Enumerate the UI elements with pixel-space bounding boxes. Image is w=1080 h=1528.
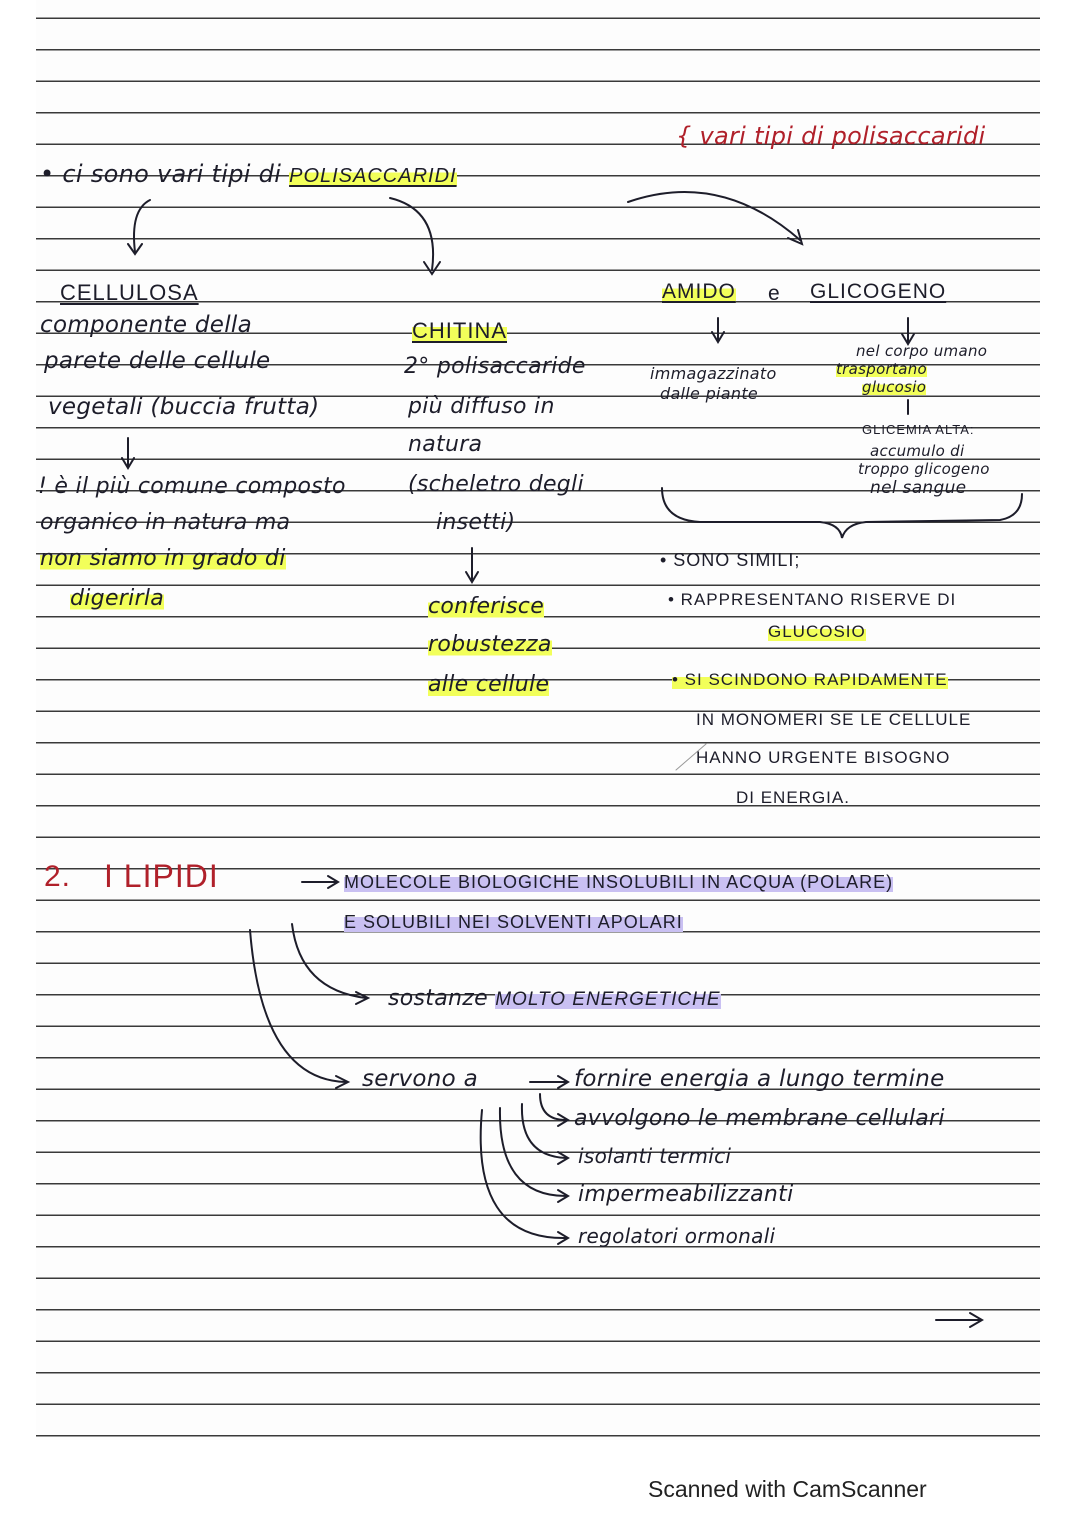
glicemia-3: troppo glicogeno — [858, 460, 990, 478]
intro-highlight: POLISACCARIDI — [289, 165, 457, 187]
chitina-title: CHITINA — [412, 318, 507, 343]
glicemia-1: GLICEMIA ALTA: — [862, 422, 975, 437]
shared-point-5: IN MONOMERI SE LE CELLULE — [696, 710, 972, 729]
lipidi-title: I LIPIDI — [104, 858, 219, 894]
sostanze-line — [388, 986, 721, 1011]
chitina-result-3: alle cellule — [428, 672, 550, 697]
cellulosa-note-2: organico in natura ma — [40, 510, 291, 535]
cellulosa-desc-3: vegetali (buccia frutta) — [48, 394, 320, 420]
amido-desc-1: immagazzinato — [650, 364, 777, 383]
intro-prefix: • ci sono vari tipi di — [40, 160, 290, 188]
arrow-use-5 — [481, 1110, 566, 1238]
arrow-sostanze — [292, 924, 366, 998]
heading-note: { vari tipi di polisaccaridi — [676, 122, 986, 150]
servono-label: servono a — [362, 1066, 479, 1092]
chitina-result-1: conferisce — [428, 594, 545, 619]
arrow-servono — [250, 930, 346, 1082]
cellulosa-desc-2: parete delle cellule — [44, 348, 271, 374]
glicogeno-desc-3: glucosio — [862, 378, 927, 396]
cellulosa-note-3: non siamo in grado di — [40, 546, 286, 571]
glicogeno-desc-1: nel corpo umano — [856, 342, 988, 360]
sostanze-highlight: MOLTO ENERGETICHE — [495, 989, 721, 1010]
cellulosa-note-1: ! è il più comune composto — [38, 474, 346, 499]
lipidi-number: 2. — [44, 860, 72, 893]
amido-desc-2: dalle piante — [660, 384, 759, 403]
glicogeno-title: GLICOGENO — [810, 280, 947, 303]
chitina-desc-1: 2° polisaccaride — [404, 354, 586, 379]
lipidi-def-1: MOLECOLE BIOLOGICHE INSOLUBILI IN ACQUA (POLARE) — [344, 872, 894, 892]
scanner-footer: Scanned with CamScanner — [648, 1476, 927, 1502]
arrow-use-4 — [500, 1108, 566, 1196]
glicogeno-desc-2: trasportano — [836, 360, 927, 378]
sostanze-prefix: sostanze — [388, 986, 496, 1011]
shared-point-1: • SONO SIMILI; — [660, 550, 801, 570]
amido-title: AMIDO — [662, 280, 736, 303]
chitina-desc-2: più diffuso in — [408, 394, 555, 419]
use-2: avvolgono le membrane cellulari — [574, 1106, 945, 1131]
use-3: isolanti termici — [578, 1144, 732, 1168]
cellulosa-desc-1: componente della — [40, 312, 253, 338]
arrow-to-amido — [628, 192, 800, 240]
use-4: impermeabilizzanti — [578, 1182, 794, 1207]
chitina-desc-4: (scheletro degli — [408, 472, 584, 497]
lipidi-def-2: E SOLUBILI NEI SOLVENTI APOLARI — [344, 912, 683, 932]
shared-point-7: DI ENERGIA. — [736, 788, 850, 807]
chitina-desc-3: natura — [408, 432, 483, 457]
intro-line — [40, 160, 457, 188]
use-1: fornire energia a lungo termine — [574, 1066, 945, 1092]
glicemia-2: accumulo di — [870, 442, 965, 460]
chitina-desc-5: insetti) — [436, 510, 516, 535]
chitina-result-2: robustezza — [428, 632, 552, 657]
shared-point-2: • RAPPRESENTANO RISERVE DI — [668, 590, 957, 609]
use-5: regolatori ormonali — [578, 1224, 776, 1248]
amido-conj: e — [768, 282, 781, 305]
brace — [662, 488, 1022, 538]
shared-point-4: • SI SCINDONO RAPIDAMENTE — [672, 670, 948, 689]
shared-point-6: HANNO URGENTE BISOGNO — [696, 748, 951, 767]
shared-point-3: GLUCOSIO — [768, 622, 866, 641]
arrow-to-chitina — [390, 198, 433, 270]
cellulosa-title: CELLULOSA — [60, 280, 199, 305]
glicemia-4: nel sangue — [870, 478, 967, 498]
cellulosa-note-4: digerirla — [70, 586, 165, 611]
